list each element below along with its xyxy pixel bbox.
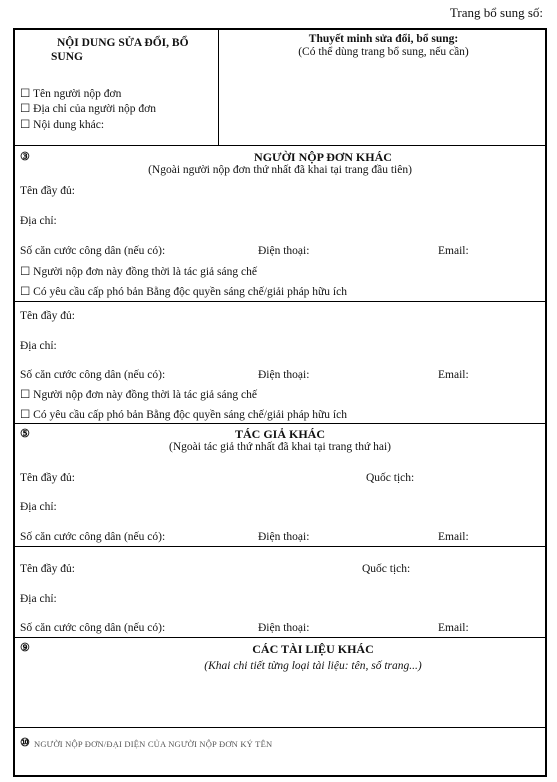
divider-applicant2 [13,423,547,424]
amend-option-address[interactable]: ☐ Địa chỉ của người nộp đơn [20,103,157,115]
amend-option-other[interactable]: ☐ Nội dung khác: [20,119,105,131]
amend-explain-title: Thuyết minh sửa đổi, bổ sung: [308,33,459,45]
author-title: TÁC GIẢ KHÁC [234,427,325,441]
signature-label: NGƯỜI NỘP ĐƠN/ĐẠI DIỆN CỦA NGƯỜI NỘP ĐƠN KÝ TÊN [34,739,273,749]
author2-name-label: Tên đầy đủ: [20,563,75,575]
applicant2-id-label: Số căn cước công dân (nếu có): [20,369,166,381]
divider-applicant1 [13,301,547,302]
author1-phone-label: Điện thoại: [258,531,310,543]
amend-title-line1: NỘI DUNG SỬA ĐỔI, BỔ [57,37,189,49]
author-subtitle: (Ngoài tác giả thứ nhất đã khai tại trang thứ hai) [169,441,391,453]
documents-entry-area[interactable] [15,676,545,726]
applicant-marker: ③ [20,151,30,163]
applicant2-address-label: Địa chỉ: [20,340,57,352]
applicant1-phone-label: Điện thoại: [258,245,310,257]
divider-amend [13,145,547,146]
author1-id-label: Số căn cước công dân (nếu có): [20,531,166,543]
applicant2-name-label: Tên đầy đủ: [20,310,75,322]
documents-marker: ⑨ [20,642,30,654]
documents-title: CÁC TÀI LIỆU KHÁC [252,642,374,656]
applicant-title: NGƯỜI NỘP ĐƠN KHÁC [254,150,392,164]
documents-subtitle: (Khai chi tiết từng loại tài liệu: tên, số trang...) [204,660,422,672]
divider-documents [13,727,547,728]
applicant1-name-label: Tên đầy đủ: [20,185,75,197]
amend-divider [218,28,219,145]
author2-address-label: Địa chỉ: [20,593,57,605]
divider-author1 [13,546,547,547]
applicant1-email-label: Email: [438,245,469,257]
applicant1-address-label: Địa chỉ: [20,215,57,227]
applicant1-duplicate-checkbox[interactable]: ☐ Có yêu cầu cấp phó bản Bằng độc quyền sáng chế/giải pháp hữu ích [20,286,347,298]
applicant1-id-label: Số căn cước công dân (nếu có): [20,245,166,257]
applicant-subtitle: (Ngoài người nộp đơn thứ nhất đã khai tại trang đầu tiên) [148,164,412,176]
author1-nationality-label: Quốc tịch: [366,472,415,484]
page-label: Trang bổ sung số: [449,5,543,20]
author2-phone-label: Điện thoại: [258,622,310,634]
author1-email-label: Email: [438,531,469,543]
applicant2-email-label: Email: [438,369,469,381]
author1-address-label: Địa chỉ: [20,501,57,513]
amend-explain-note: (Có thể dùng trang bổ sung, nếu cần) [298,46,469,58]
signature-marker: ⑩ [20,737,30,749]
amend-option-name[interactable]: ☐ Tên người nộp đơn [20,88,122,100]
amend-title-line2: SUNG [51,51,83,63]
applicant1-is-author-checkbox[interactable]: ☐ Người nộp đơn này đồng thời là tác giả sáng chế [20,266,257,278]
applicant2-is-author-checkbox[interactable]: ☐ Người nộp đơn này đồng thời là tác giả sáng chế [20,389,257,401]
author1-name-label: Tên đầy đủ: [20,472,75,484]
author2-email-label: Email: [438,622,469,634]
applicant2-duplicate-checkbox[interactable]: ☐ Có yêu cầu cấp phó bản Bằng độc quyền sáng chế/giải pháp hữu ích [20,409,347,421]
applicant2-phone-label: Điện thoại: [258,369,310,381]
author2-id-label: Số căn cước công dân (nếu có): [20,622,166,634]
author-marker: ⑤ [20,428,30,440]
divider-author2 [13,637,547,638]
author2-nationality-label: Quốc tịch: [362,563,411,575]
